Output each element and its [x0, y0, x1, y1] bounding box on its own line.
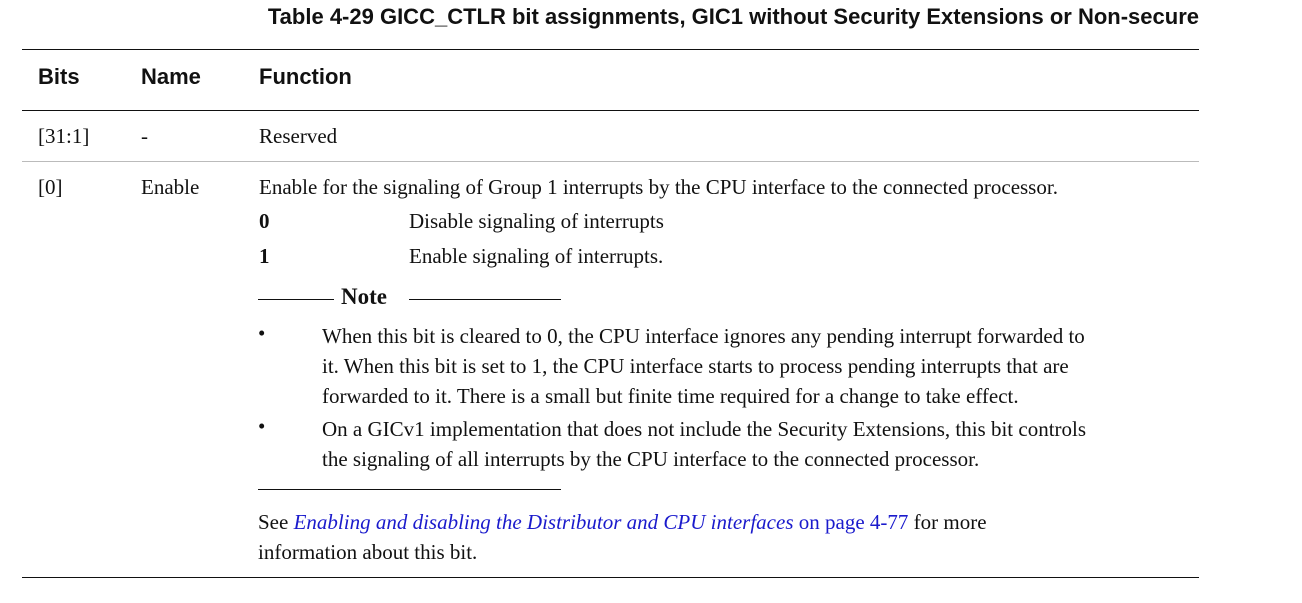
header-bits: Bits [38, 64, 80, 89]
note-bullet-2-text [322, 414, 1192, 474]
see-link-title[interactable]: Enabling and disabling the Distributor and CPU interfaces [293, 510, 794, 534]
value-0: 0 [259, 209, 270, 233]
note-rule-left [258, 299, 334, 300]
row-reserved-function: Reserved [259, 124, 338, 148]
row-enable-bits: [0] [38, 175, 63, 199]
see-suffix-2: information about this bit. [258, 540, 478, 564]
row-divider [22, 161, 1199, 162]
value-1-desc: Enable signaling of interrupts. [409, 244, 664, 268]
note-bullet-1-text [322, 321, 1192, 411]
note-bullet-1-line-3: forwarded to it. There is a small but finite time required for a change to take effect. [322, 384, 1019, 408]
header-function: Function [259, 64, 352, 89]
see-also-text [258, 507, 1158, 567]
row-reserved-name: - [141, 124, 148, 148]
note-bullet-1: • [258, 321, 266, 345]
note-rule-right [409, 299, 561, 300]
table-top-rule [22, 49, 1199, 50]
table-caption: Table 4-29 GICC_CTLR bit assignments, GIC1 without Security Extensions or Non-secure [267, 4, 1199, 29]
value-0-desc: Disable signaling of interrupts [409, 209, 664, 233]
note-bullet-2-line-1: On a GICv1 implementation that does not include the Security Extensions, this bit controls [322, 417, 1087, 441]
note-bullet-1-line-2: it. When this bit is set to 1, the CPU interface starts to process pending interrupts that are [322, 354, 1069, 378]
row-enable-function: Enable for the signaling of Group 1 interrupts by the CPU interface to the connected processor. [259, 175, 1058, 199]
value-1: 1 [259, 244, 270, 268]
note-bullet-2: • [258, 414, 266, 438]
header-name: Name [141, 64, 201, 89]
note-title: Note [341, 284, 387, 309]
table-bottom-rule [22, 577, 1199, 578]
row-reserved-bits: [31:1] [38, 124, 90, 148]
row-enable-name: Enable [141, 175, 200, 199]
see-prefix: See [258, 510, 294, 534]
note-end-rule [258, 489, 561, 490]
note-bullet-2-line-2: the signaling of all interrupts by the CPU interface to the connected processor. [322, 447, 980, 471]
header-bottom-rule [22, 110, 1199, 111]
note-bullet-1-line-1: When this bit is cleared to 0, the CPU interface ignores any pending interrupt forwarded to [322, 324, 1085, 348]
see-link-page[interactable]: on page 4-77 [793, 510, 909, 534]
see-suffix-1: for more [908, 510, 987, 534]
